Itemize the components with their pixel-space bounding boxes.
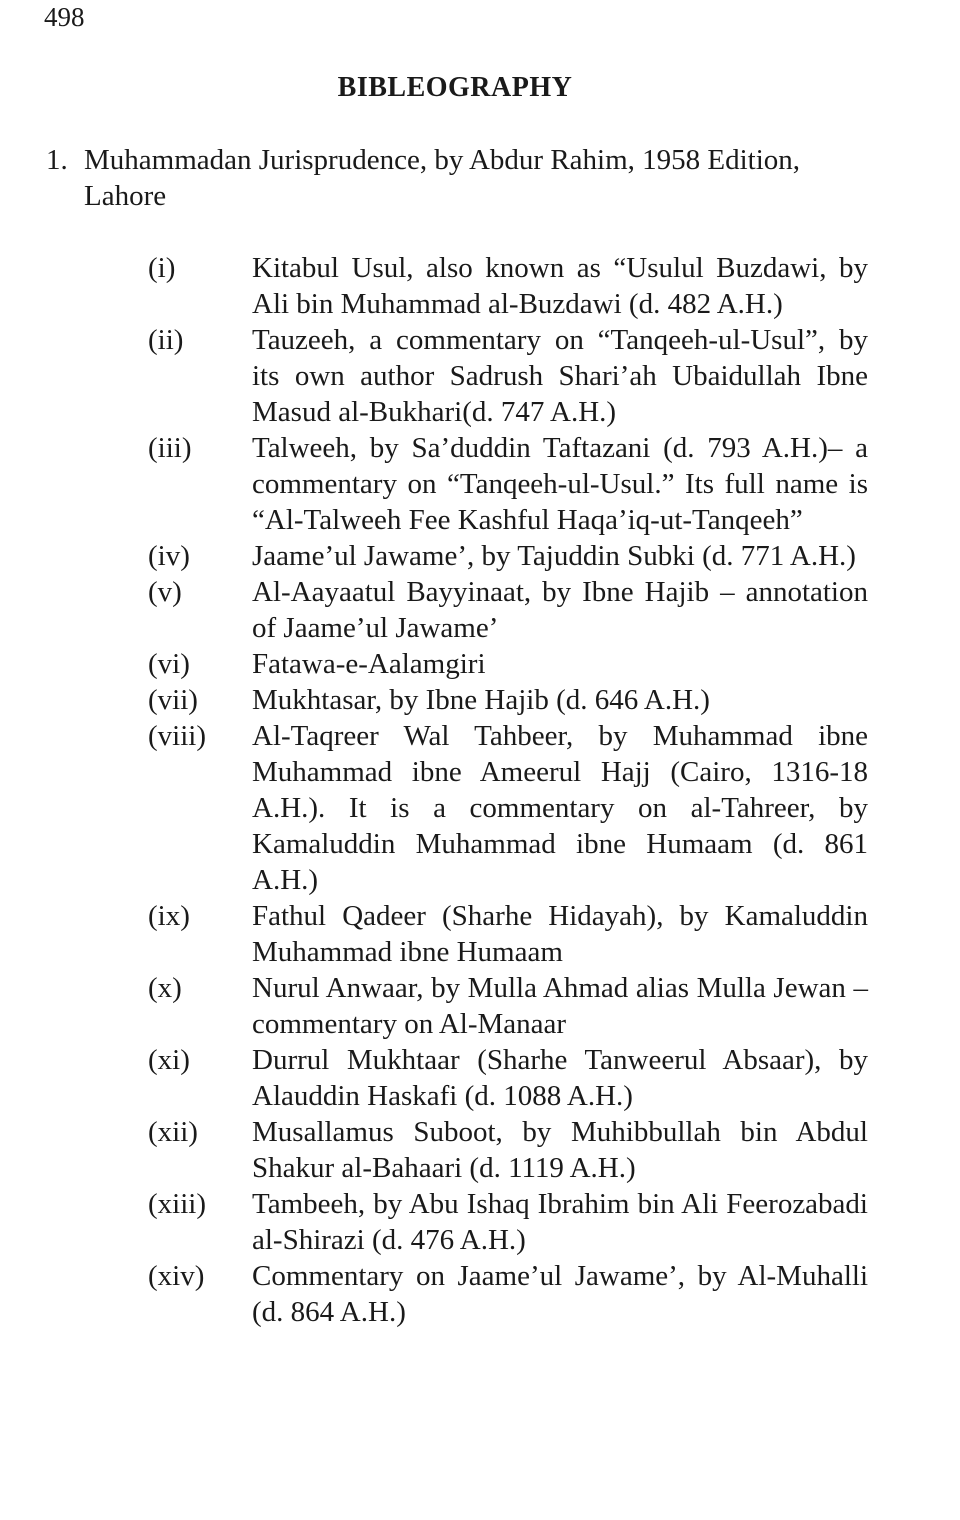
sub-entry-numeral: (xiv): [148, 1260, 205, 1292]
sub-entry-text: Mukhtasar, by Ibne Hajib (d. 646 A.H.): [252, 684, 710, 716]
page-number: 498: [44, 2, 85, 32]
sub-entry-numeral: (vi): [148, 648, 190, 680]
sub-entry-text: Jaame’ul Jawame’, by Tajuddin Subki (d. 771 A.H.): [252, 540, 856, 572]
sub-entry-numeral: (x): [148, 972, 182, 1004]
sub-entry-text: Kitabul Usul, also known as “Usulul Buzdawi, by Ali bin Muhammad al-Buzdawi (d. 482 A.H.): [252, 252, 868, 320]
sub-entry-numeral: (ii): [148, 324, 184, 356]
sub-entry-text: Durrul Mukhtaar (Sharhe Tanweerul Absaar), by Alauddin Haskafi (d. 1088 A.H.): [252, 1044, 868, 1112]
sub-entry-text: Nurul Anwaar, by Mulla Ahmad alias Mulla Jewan – commentary on Al-Manaar: [252, 972, 868, 1040]
sub-entry-numeral: (i): [148, 252, 176, 284]
sub-entry-item: [148, 970, 868, 1042]
sub-entry-item: [148, 1042, 868, 1114]
sub-entry-numeral: (vii): [148, 684, 198, 716]
sub-entry-text: Tauzeeh, a commentary on “Tanqeeh-ul-Usul”, by its own author Sadrush Shari’ah Ubaidullah Ibne Masud al-Bukhari(d. 747 A.H.): [252, 324, 868, 428]
sub-entry-text: Fatawa-e-Aalamgiri: [252, 648, 486, 680]
sub-entry-numeral: (iv): [148, 540, 190, 572]
sub-entry-list: [148, 250, 868, 1330]
page-title: BIBLEOGRAPHY: [337, 72, 573, 103]
sub-entry-numeral: (v): [148, 576, 182, 608]
sub-entry-item: [148, 322, 868, 430]
sub-entry-item: [148, 1258, 868, 1330]
sub-entry-numeral: (xiii): [148, 1188, 206, 1220]
sub-entry-item: [148, 574, 868, 646]
sub-entry-text: Talweeh, by Sa’duddin Taftazani (d. 793 A.H.)– a commentary on “Tanqeeh-ul-Usul.” Its full name is “Al-Talweeh Fee Kashful Haqa’iq-ut-Tanqeeh”: [252, 432, 868, 536]
sub-entry-numeral: (ix): [148, 900, 190, 932]
sub-entry-numeral: (xii): [148, 1116, 198, 1148]
sub-entry-item: [148, 646, 868, 682]
sub-entry-text: Fathul Qadeer (Sharhe Hidayah), by Kamaluddin Muhammad ibne Humaam: [252, 900, 868, 968]
sub-entry-item: [148, 682, 868, 718]
bibliography-entry: [46, 142, 876, 214]
sub-entry-item: [148, 250, 868, 322]
entry-text: Muhammadan Jurisprudence, by Abdur Rahim, 1958 Edition, Lahore: [84, 144, 801, 212]
sub-entry-text: Tambeeh, by Abu Ishaq Ibrahim bin Ali Feerozabadi al-Shirazi (d. 476 A.H.): [252, 1188, 868, 1256]
sub-entry-item: [148, 898, 868, 970]
sub-entry-item: [148, 1186, 868, 1258]
sub-entry-numeral: (viii): [148, 720, 206, 752]
sub-entry-text: Al-Aayaatul Bayyinaat, by Ibne Hajib – annotation of Jaame’ul Jawame’: [252, 576, 868, 644]
sub-entry-item: [148, 1114, 868, 1186]
sub-entry-item: [148, 538, 868, 574]
sub-entry-numeral: (iii): [148, 432, 192, 464]
sub-entry-item: [148, 718, 868, 898]
sub-entry-numeral: (xi): [148, 1044, 190, 1076]
sub-entry-text: Al-Taqreer Wal Tahbeer, by Muhammad ibne Muhammad ibne Ameerul Hajj (Cairo, 1316-18 A.H.). It is a commentary on al-Tahreer, by Kamaluddin Muhammad ibne Humaam (d. 861 A.H.): [252, 720, 868, 896]
sub-entry-text: Commentary on Jaame’ul Jawame’, by Al-Muhalli (d. 864 A.H.): [252, 1260, 868, 1328]
entry-number: 1.: [46, 144, 68, 176]
sub-entry-item: [148, 430, 868, 538]
sub-entry-text: Musallamus Suboot, by Muhibbullah bin Abdul Shakur al-Bahaari (d. 1119 A.H.): [252, 1116, 868, 1184]
